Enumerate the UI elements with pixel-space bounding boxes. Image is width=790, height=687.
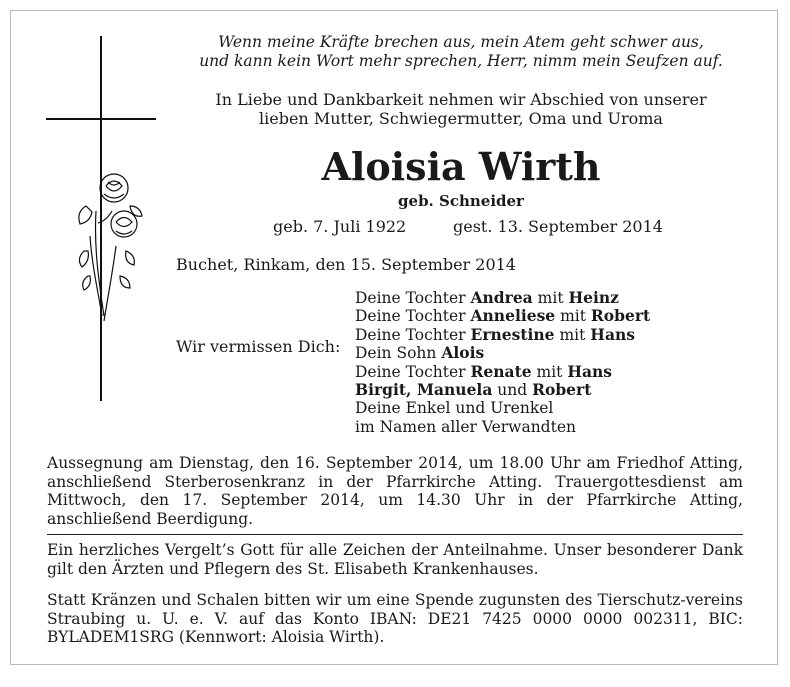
mourner-row [355,326,650,344]
mourner-row [355,289,650,307]
poem-line: Wenn meine Kräfte brechen aus, mein Atem geht schwer aus, [218,33,704,51]
mourner-name: Hans [567,361,613,381]
mourner-name: Alois [441,343,485,363]
mourner-name: Ernestine [470,324,555,344]
mourner-name: Hans [590,324,635,344]
intro-line: lieben Mutter, Schwiegermutter, Oma und Uroma [259,109,663,128]
mourner-text: Deine Tochter [355,289,471,307]
mourner-row [355,307,650,325]
poem-line: und kann kein Wort mehr sprechen, Herr, nimm mein Seufzen auf. [199,52,723,70]
mourner-name: Robert [590,306,651,326]
mourner-name: Renate [470,361,532,381]
mourner-text: Deine Tochter [355,307,471,326]
mourner-row [355,399,650,417]
mourner-text: mit [554,325,591,344]
mourner-text: mit [555,307,591,326]
mourner-text: mit [531,362,568,381]
donation-text: Statt Kränzen und Schalen bitten wir um eine Spende zugunsten des Tierschutz-vereins Straubing u. U. e. V. auf das Konto IBAN: DE21 7425 0000 0000 002311, BIC: BYLADEM1SRG (Kennwort: Aloisia Wirth). [47,591,743,646]
mourner-text: Deine Tochter [355,325,471,344]
mourner-text: Dein Sohn [355,344,442,363]
mourners-label: Wir vermissen Dich: [176,337,341,356]
obituary-notice [10,10,778,665]
mourner-name: Robert [532,380,592,400]
mourner-text: Deine Tochter [355,362,471,381]
mourner-row [355,363,650,381]
maiden-name: geb. Schneider [398,192,524,210]
poem [161,33,761,71]
funeral-details: Aussegnung am Dienstag, den 16. September 2014, um 18.00 Uhr am Friedhof Atting, anschließend Sterberosenkranz in der Pfarrkirche Atting. Trauergottesdienst am Mittwoch, den 17. September 2014, um 14.30 Uhr in der Pfarrkirche Atting, anschließend Beerdigung. [47,454,743,528]
intro-line: In Liebe und Dankbarkeit nehmen wir Abschied von unserer [215,90,707,109]
mourner-text: Deine Enkel und Urenkel [355,399,554,418]
death-date: gest. 13. September 2014 [453,217,663,236]
mourners-list [355,289,650,436]
mourner-row [355,418,650,436]
birth-date: geb. 7. Juli 1922 [273,217,407,236]
thanks-text: Ein herzliches Vergelt’s Gott für alle Zeichen der Anteilnahme. Unser besonderer Dank gilt den Ärzten und Pflegern des St. Elisabeth Krankenhauses. [47,541,743,578]
mourner-name: Heinz [568,288,619,307]
divider [47,534,743,535]
intro-text [161,90,761,128]
roses-icon [79,174,142,321]
place-date: Buchet, Rinkam, den 15. September 2014 [176,255,516,274]
mourner-row [355,381,650,399]
mourner-name: Birgit, Manuela [355,380,493,400]
mourner-name: Andrea [470,288,533,307]
mourner-name: Anneliese [470,306,556,326]
deceased-name: Aloisia Wirth [321,144,601,189]
mourner-text: mit [532,289,569,307]
mourner-text: und [492,381,533,400]
cross-icon [46,36,156,406]
mourner-text: im Namen aller Verwandten [355,417,576,436]
mourner-row [355,344,650,362]
